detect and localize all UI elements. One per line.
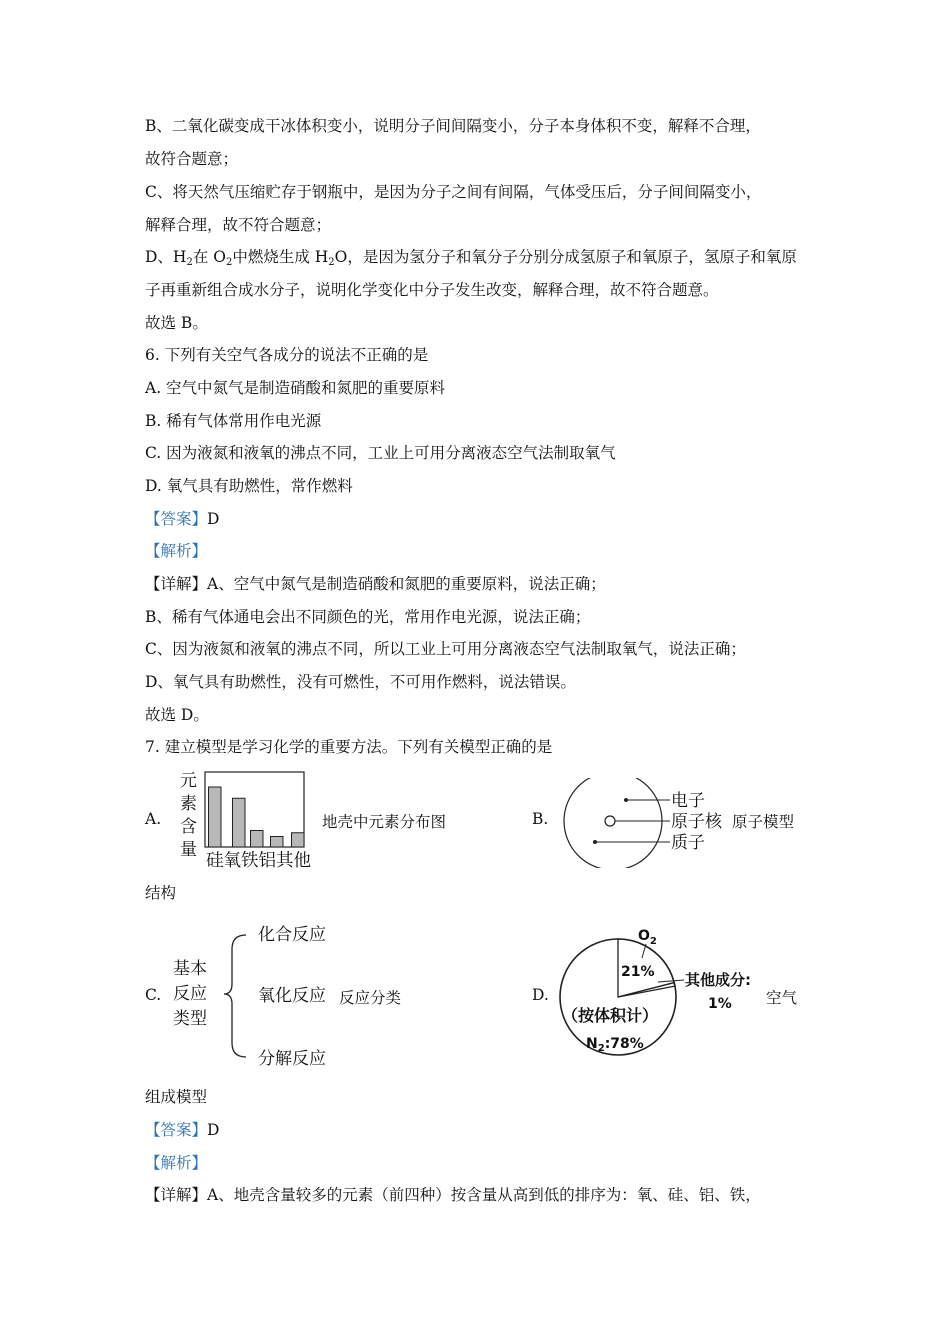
text-line: 故选 D。 [145, 706, 209, 724]
o2-subscript: 2 [649, 936, 657, 947]
text-line: B、稀有气体通电会出不同颜色的光，常用作电光源，说法正确； [145, 608, 591, 626]
text-line: 子再重新组合成水分子，说明化学变化中分子发生改变，解释合理，故不符合题意。 [145, 281, 719, 299]
reaction-classification-diagram [168, 918, 338, 1078]
text-line: 故选 B。 [145, 314, 208, 332]
option-a: A. 空气中氮气是制造硝酸和氮肥的重要原料 [145, 379, 446, 397]
root-line: 类型 [173, 1009, 207, 1029]
detail-text: A、地壳含量较多的元素（前四种）按含量从高到低的排序为：氧、硅、铝、铁， [207, 1186, 761, 1204]
air-composition-pie [558, 922, 768, 1064]
detail-text: A、空气中氮气是制造硝酸和氮肥的重要原料，说法正确； [207, 575, 606, 593]
other-label: 其他成分: [685, 971, 751, 989]
analysis-line [145, 1152, 207, 1174]
option-d-label: D. [532, 986, 549, 1004]
detail-tag: 【详解】 [145, 1186, 208, 1204]
branch-oxidation: 氧化反应 [258, 986, 326, 1006]
question-6: 6. 下列有关空气各成分的说法不正确的是 [145, 346, 429, 364]
n2-label [586, 1036, 644, 1054]
o2-pointer [642, 944, 646, 958]
answer-line [145, 1119, 219, 1141]
question-7: 7. 建立模型是学习化学的重要方法。下列有关模型正确的是 [145, 738, 553, 756]
by-volume-note: （按体积计） [562, 1006, 659, 1025]
pie-slice-other [618, 983, 675, 997]
bar-其他 [292, 833, 305, 847]
detail-line [145, 573, 606, 595]
text-line: B、二氧化碳变成干冰体积变小，说明分子间间隔变小，分子本身体积不变，解释不合理， [145, 117, 761, 135]
bar-铝 [271, 837, 284, 848]
option-d-caption: 空气 [766, 989, 798, 1007]
bar-氧 [233, 798, 246, 847]
option-a-caption: 地壳中元素分布图 [322, 813, 447, 831]
nucleus-circle [605, 816, 615, 826]
option-c-label: C. [145, 986, 162, 1004]
option-c: C. 因为液氮和液氧的沸点不同，工业上可用分离液态空气法制取氧气 [145, 444, 616, 462]
y-axis-label-char: 含 [180, 817, 197, 837]
n2-symbol: N [586, 1036, 598, 1052]
label-electron: 电子 [671, 791, 705, 811]
text-line: D、氧气具有助燃性，没有可燃性，不可用作燃料，说法错误。 [145, 673, 576, 691]
other-pointer [658, 980, 684, 982]
subscript: 2 [186, 257, 193, 268]
n2-subscript: 2 [597, 1043, 605, 1054]
option-c-caption: 反应分类 [339, 989, 402, 1007]
detail-line [145, 1184, 761, 1206]
answer-line [145, 508, 219, 530]
bar-硅 [209, 787, 222, 847]
n2-percent: :78% [604, 1036, 644, 1052]
y-axis-label-char: 元 [180, 771, 197, 791]
analysis-tag: 【解析】 [145, 542, 208, 560]
root-line: 基本 [173, 959, 207, 979]
option-b-caption: 原子模型 [732, 813, 795, 831]
option-b: B. 稀有气体常用作电光源 [145, 412, 322, 430]
x-axis-labels: 硅氧铁铝其他 [206, 851, 311, 871]
option-a-label: A. [145, 810, 162, 828]
y-axis-label-char: 量 [180, 840, 197, 860]
option-d: D. 氧气具有助燃性，常作燃料 [145, 477, 353, 495]
root-line: 反应 [173, 984, 207, 1004]
bar-铁 [251, 831, 264, 848]
analysis-tag: 【解析】 [145, 1154, 208, 1172]
text-fragment: D、H [145, 248, 187, 266]
text-line [145, 246, 797, 274]
y-axis-label-char: 素 [180, 794, 197, 814]
other-percent: 1% [708, 996, 732, 1012]
analysis-line [145, 540, 207, 562]
answer-value: D [207, 510, 220, 528]
text-fragment: 中燃烧生成 H [232, 248, 329, 266]
o2-symbol: O [638, 928, 650, 944]
text-line: C、将天然气压缩贮存于钢瓶中，是因为分子之间有间隔，气体受压后，分子间间隔变小， [145, 183, 762, 201]
answer-tag: 【答案】 [145, 510, 208, 528]
option-d-tail: 组成模型 [145, 1088, 208, 1106]
branch-combination: 化合反应 [258, 925, 326, 945]
answer-tag: 【答案】 [145, 1121, 208, 1139]
text-line: C、因为液氮和液氧的沸点不同，所以工业上可用分离液态空气法制取氧气，说法正确； [145, 640, 746, 658]
o2-percent: 21% [621, 964, 655, 980]
text-fragment: O，是因为氢分子和氧分子分别分成氢原子和氧原子，氢原子和氧原 [334, 248, 797, 266]
detail-tag: 【详解】 [145, 575, 208, 593]
text-fragment: 在 O [192, 248, 226, 266]
branch-decomposition: 分解反应 [258, 1049, 326, 1069]
label-nucleus: 原子核 [671, 812, 722, 832]
option-b-label: B. [532, 810, 549, 828]
element-bar-chart [172, 768, 322, 872]
label-proton: 质子 [671, 833, 705, 853]
text-line: 解释合理，故不符合题意； [145, 216, 332, 234]
subscript: 2 [225, 257, 233, 268]
answer-value: D [207, 1121, 220, 1139]
subscript: 2 [328, 257, 335, 268]
option-b-tail: 结构 [145, 884, 177, 902]
atom-model-diagram [560, 778, 730, 868]
brace [224, 935, 246, 1057]
text-line: 故符合题意； [145, 150, 239, 168]
